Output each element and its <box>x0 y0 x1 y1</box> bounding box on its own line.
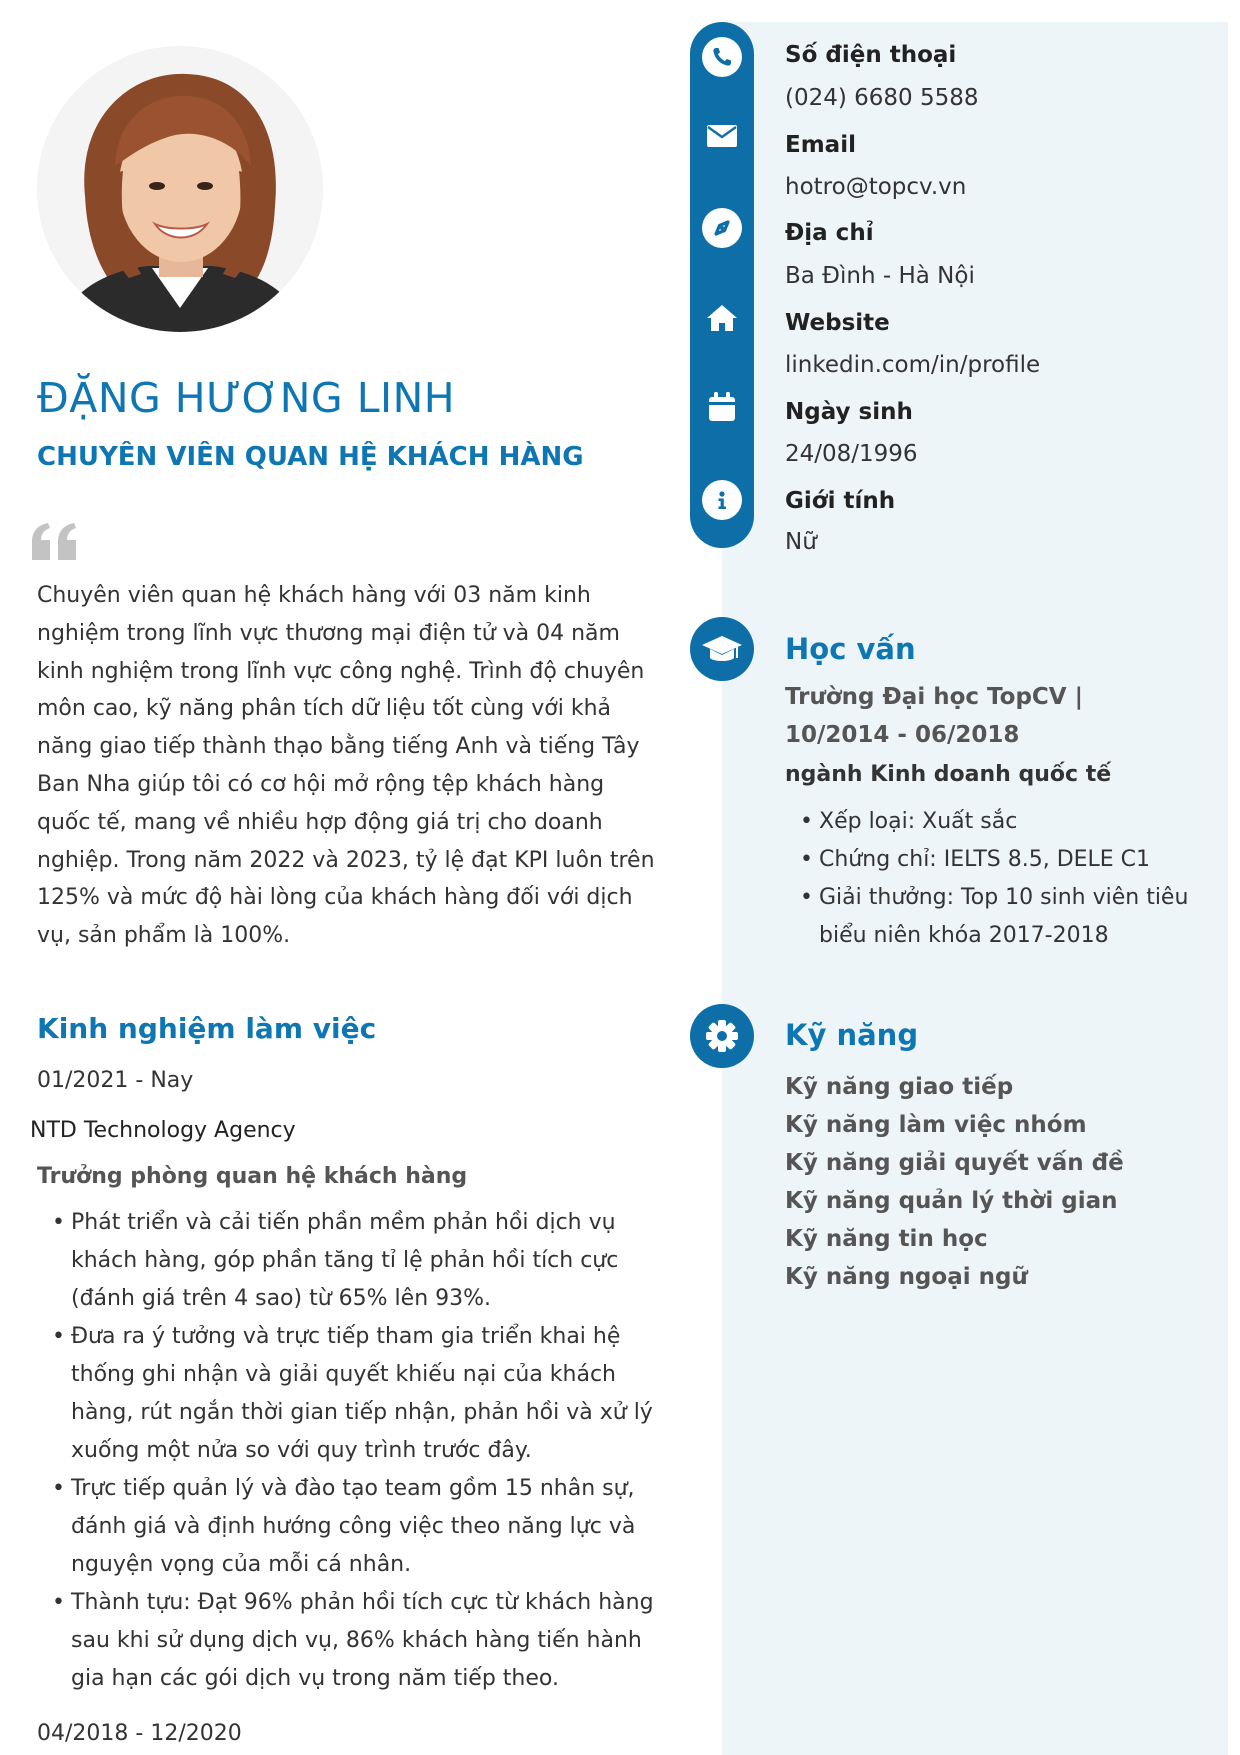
birthday-value: 24/08/1996 <box>785 441 918 467</box>
experience-section-title: Kinh nghiệm làm việc <box>37 1012 377 1045</box>
quote-icon <box>30 522 82 562</box>
skill-item: Kỹ năng giải quyết vấn đề <box>785 1150 1124 1176</box>
email-label: Email <box>785 132 856 158</box>
home-icon <box>702 298 742 338</box>
gender-value: Nữ <box>785 529 817 555</box>
education-details-list <box>800 803 1190 955</box>
skills-section-title: Kỹ năng <box>785 1018 919 1052</box>
gender-label: Giới tính <box>785 488 896 514</box>
skill-item: Kỹ năng quản lý thời gian <box>785 1188 1118 1214</box>
list-item: • Phát triển và cải tiến phần mềm phản hồi dịch vụ khách hàng, góp phần tăng tỉ lệ phản hồi tích cực (đánh giá trên 4 sao) từ 65% lên 93%. <box>52 1204 662 1318</box>
graduation-cap-icon <box>690 617 754 681</box>
skill-item: Kỹ năng ngoại ngữ <box>785 1264 1028 1290</box>
avatar <box>37 46 323 332</box>
list-item: • Trực tiếp quản lý và đào tạo team gồm 15 nhân sự, đánh giá và định hướng công việc theo năng lực và nguyện vọng của mỗi cá nhân. <box>52 1470 662 1584</box>
job-achievements-list <box>52 1204 662 1698</box>
list-item: • Đưa ra ý tưởng và trực tiếp tham gia triển khai hệ thống ghi nhận và giải quyết khiếu nại của khách hàng, rút ngắn thời gian tiếp nhận, phản hồi và xử lý xuống một nửa so với quy trình trước đây. <box>52 1318 662 1470</box>
email-value: hotro@topcv.vn <box>785 174 967 200</box>
address-value: Ba Đình - Hà Nội <box>785 263 975 289</box>
list-item: • Giải thưởng: Top 10 sinh viên tiêu biểu niên khóa 2017-2018 <box>800 879 1190 955</box>
contact-icon-bar <box>690 22 754 548</box>
compass-icon <box>702 208 742 248</box>
birthday-label: Ngày sinh <box>785 399 913 425</box>
gear-icon <box>690 1004 754 1068</box>
candidate-job-title: CHUYÊN VIÊN QUAN HỆ KHÁCH HÀNG <box>37 442 584 472</box>
job-period: 01/2021 - Nay <box>37 1068 194 1093</box>
education-section-title: Học vấn <box>785 632 916 666</box>
phone-label: Số điện thoại <box>785 42 957 68</box>
job-role: Trưởng phòng quan hệ khách hàng <box>37 1164 468 1189</box>
calendar-icon <box>702 387 742 427</box>
candidate-name: ĐẶNG HƯƠNG LINH <box>37 374 456 422</box>
education-major: ngành Kinh doanh quốc tế <box>785 762 1112 787</box>
phone-value: (024) 6680 5588 <box>785 85 979 111</box>
address-label: Địa chỉ <box>785 220 874 246</box>
skill-item: Kỹ năng giao tiếp <box>785 1074 1014 1100</box>
career-summary: Chuyên viên quan hệ khách hàng với 03 năm kinh nghiệm trong lĩnh vực thương mại điện tử và 04 năm kinh nghiệm trong lĩnh vực công nghệ. Trình độ chuyên môn cao, kỹ năng phân tích dữ liệu tốt cùng với khả năng giao tiếp thành thạo bằng tiếng Anh và tiếng Tây Ban Nha giúp tôi có cơ hội mở rộng tệp khách hàng quốc tế, mang về nhiều hợp động giá trị cho doanh nghiệp. Trong năm 2022 và 2023, tỷ lệ đạt KPI luôn trên 125% và mức độ hài lòng của khách hàng đối với dịch vụ, sản phẩm là 100%. <box>37 583 655 949</box>
envelope-icon <box>702 116 742 156</box>
list-item: • Chứng chỉ: IELTS 8.5, DELE C1 <box>800 841 1190 879</box>
skills-list <box>785 1068 1124 1296</box>
job-company: NTD Technology Agency <box>30 1118 296 1143</box>
list-item: • Thành tựu: Đạt 96% phản hồi tích cực từ khách hàng sau khi sử dụng dịch vụ, 86% khách hàng tiến hành gia hạn các gói dịch vụ trong năm tiếp theo. <box>52 1584 662 1698</box>
skill-item: Kỹ năng làm việc nhóm <box>785 1112 1087 1138</box>
website-label: Website <box>785 310 890 336</box>
education-school: Trường Đại học TopCV | 10/2014 - 06/2018 <box>785 684 1084 748</box>
website-value: linkedin.com/in/profile <box>785 352 1041 378</box>
phone-icon <box>702 37 742 77</box>
skill-item: Kỹ năng tin học <box>785 1226 988 1252</box>
job-period: 04/2018 - 12/2020 <box>37 1721 242 1746</box>
list-item: • Xếp loại: Xuất sắc <box>800 803 1190 841</box>
info-icon <box>702 480 742 520</box>
